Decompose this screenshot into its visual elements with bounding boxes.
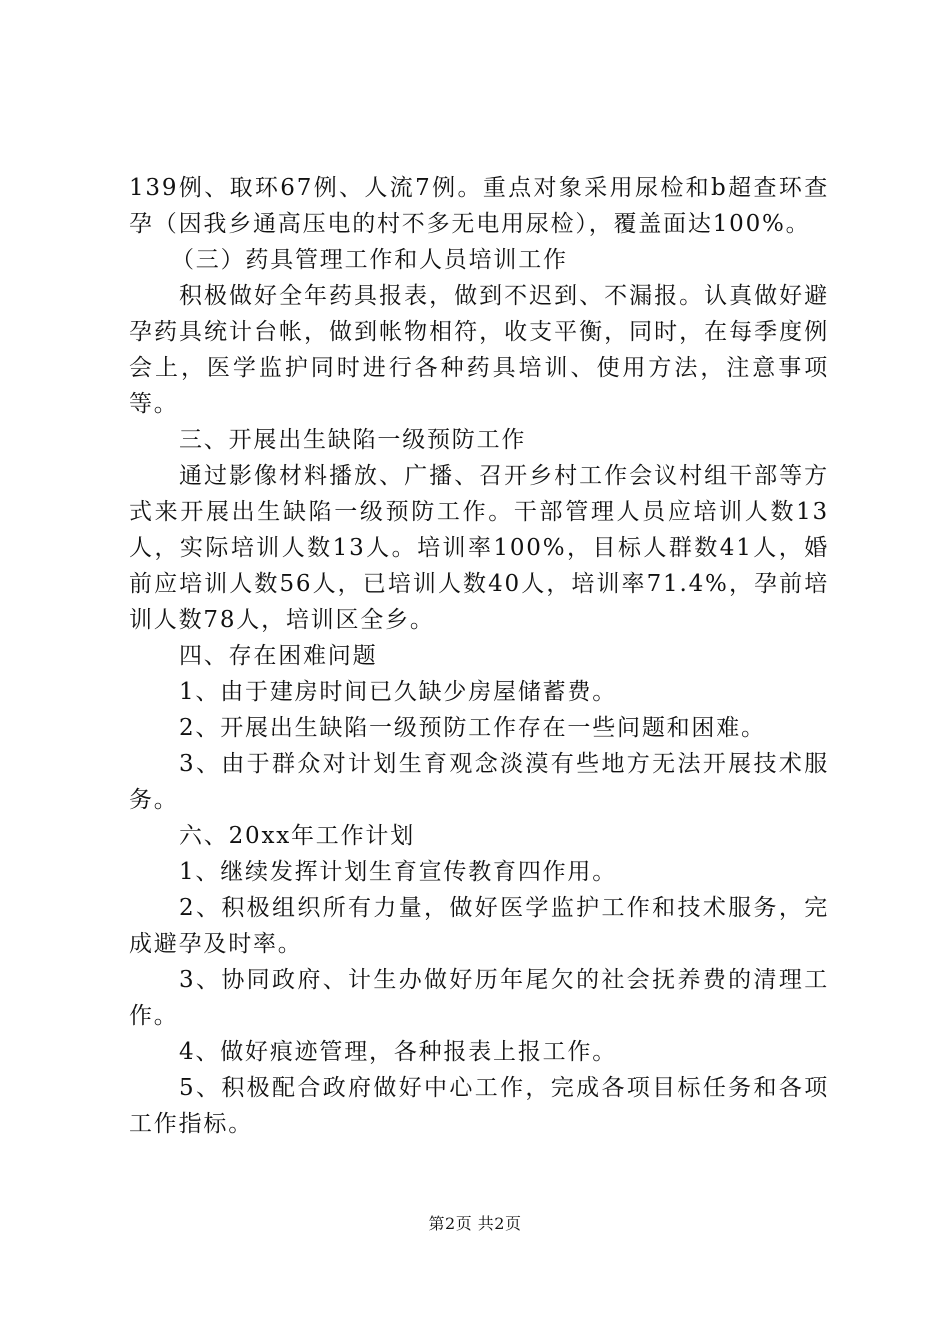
list-item-plan-2: 2、积极组织所有力量，做好医学监护工作和技术服务，完成避孕及时率。 (129, 895, 829, 957)
list-item-plan-1: 1、继续发挥计划生育宣传教育四作用。 (179, 859, 618, 885)
document-body (129, 170, 829, 1142)
list-item-plan-3: 3、协同政府、计生办做好历年尾欠的社会抚养费的清理工作。 (129, 967, 829, 1029)
list-item-problem-1: 1、由于建房时间已久缺少房屋储蓄费。 (179, 679, 618, 705)
section-heading-birth-defect: 三、开展出生缺陷一级预防工作 (179, 427, 527, 453)
page-number-footer: 第2页 共2页 (428, 1214, 522, 1233)
section-heading-problems: 四、存在困难问题 (179, 643, 378, 669)
section-heading-drug-training: （三）药具管理工作和人员培训工作 (171, 247, 568, 273)
paragraph-birth-defect: 通过影像材料播放、广播、召开乡村工作会议村组干部等方式来开展出生缺陷一级预防工作。干部管理人员应培训人数13人，实际培训人数13人。培训率100%，目标人群数41人，婚前应培训人数56人，已培训人数40人，培训率71.4%，孕前培训人数78人，培训区全乡。 (129, 463, 829, 633)
list-item-plan-4: 4、做好痕迹管理，各种报表上报工作。 (179, 1039, 618, 1065)
section-heading-plan: 六、20xx年工作计划 (179, 823, 416, 849)
list-item-problem-3: 3、由于群众对计划生育观念淡漠有些地方无法开展技术服务。 (129, 751, 829, 813)
paragraph-continuation: 139例、取环67例、人流7例。重点对象采用尿检和b超查环查孕（因我乡通高压电的村不多无电用尿检），覆盖面达100%。 (129, 175, 829, 237)
paragraph-drug-training: 积极做好全年药具报表，做到不迟到、不漏报。认真做好避孕药具统计台帐，做到帐物相符，收支平衡，同时，在每季度例会上，医学监护同时进行各种药具培训、使用方法，注意事项等。 (129, 283, 829, 417)
list-item-plan-5: 5、积极配合政府做好中心工作，完成各项目标任务和各项工作指标。 (129, 1075, 829, 1137)
list-item-problem-2: 2、开展出生缺陷一级预防工作存在一些问题和困难。 (179, 715, 766, 741)
